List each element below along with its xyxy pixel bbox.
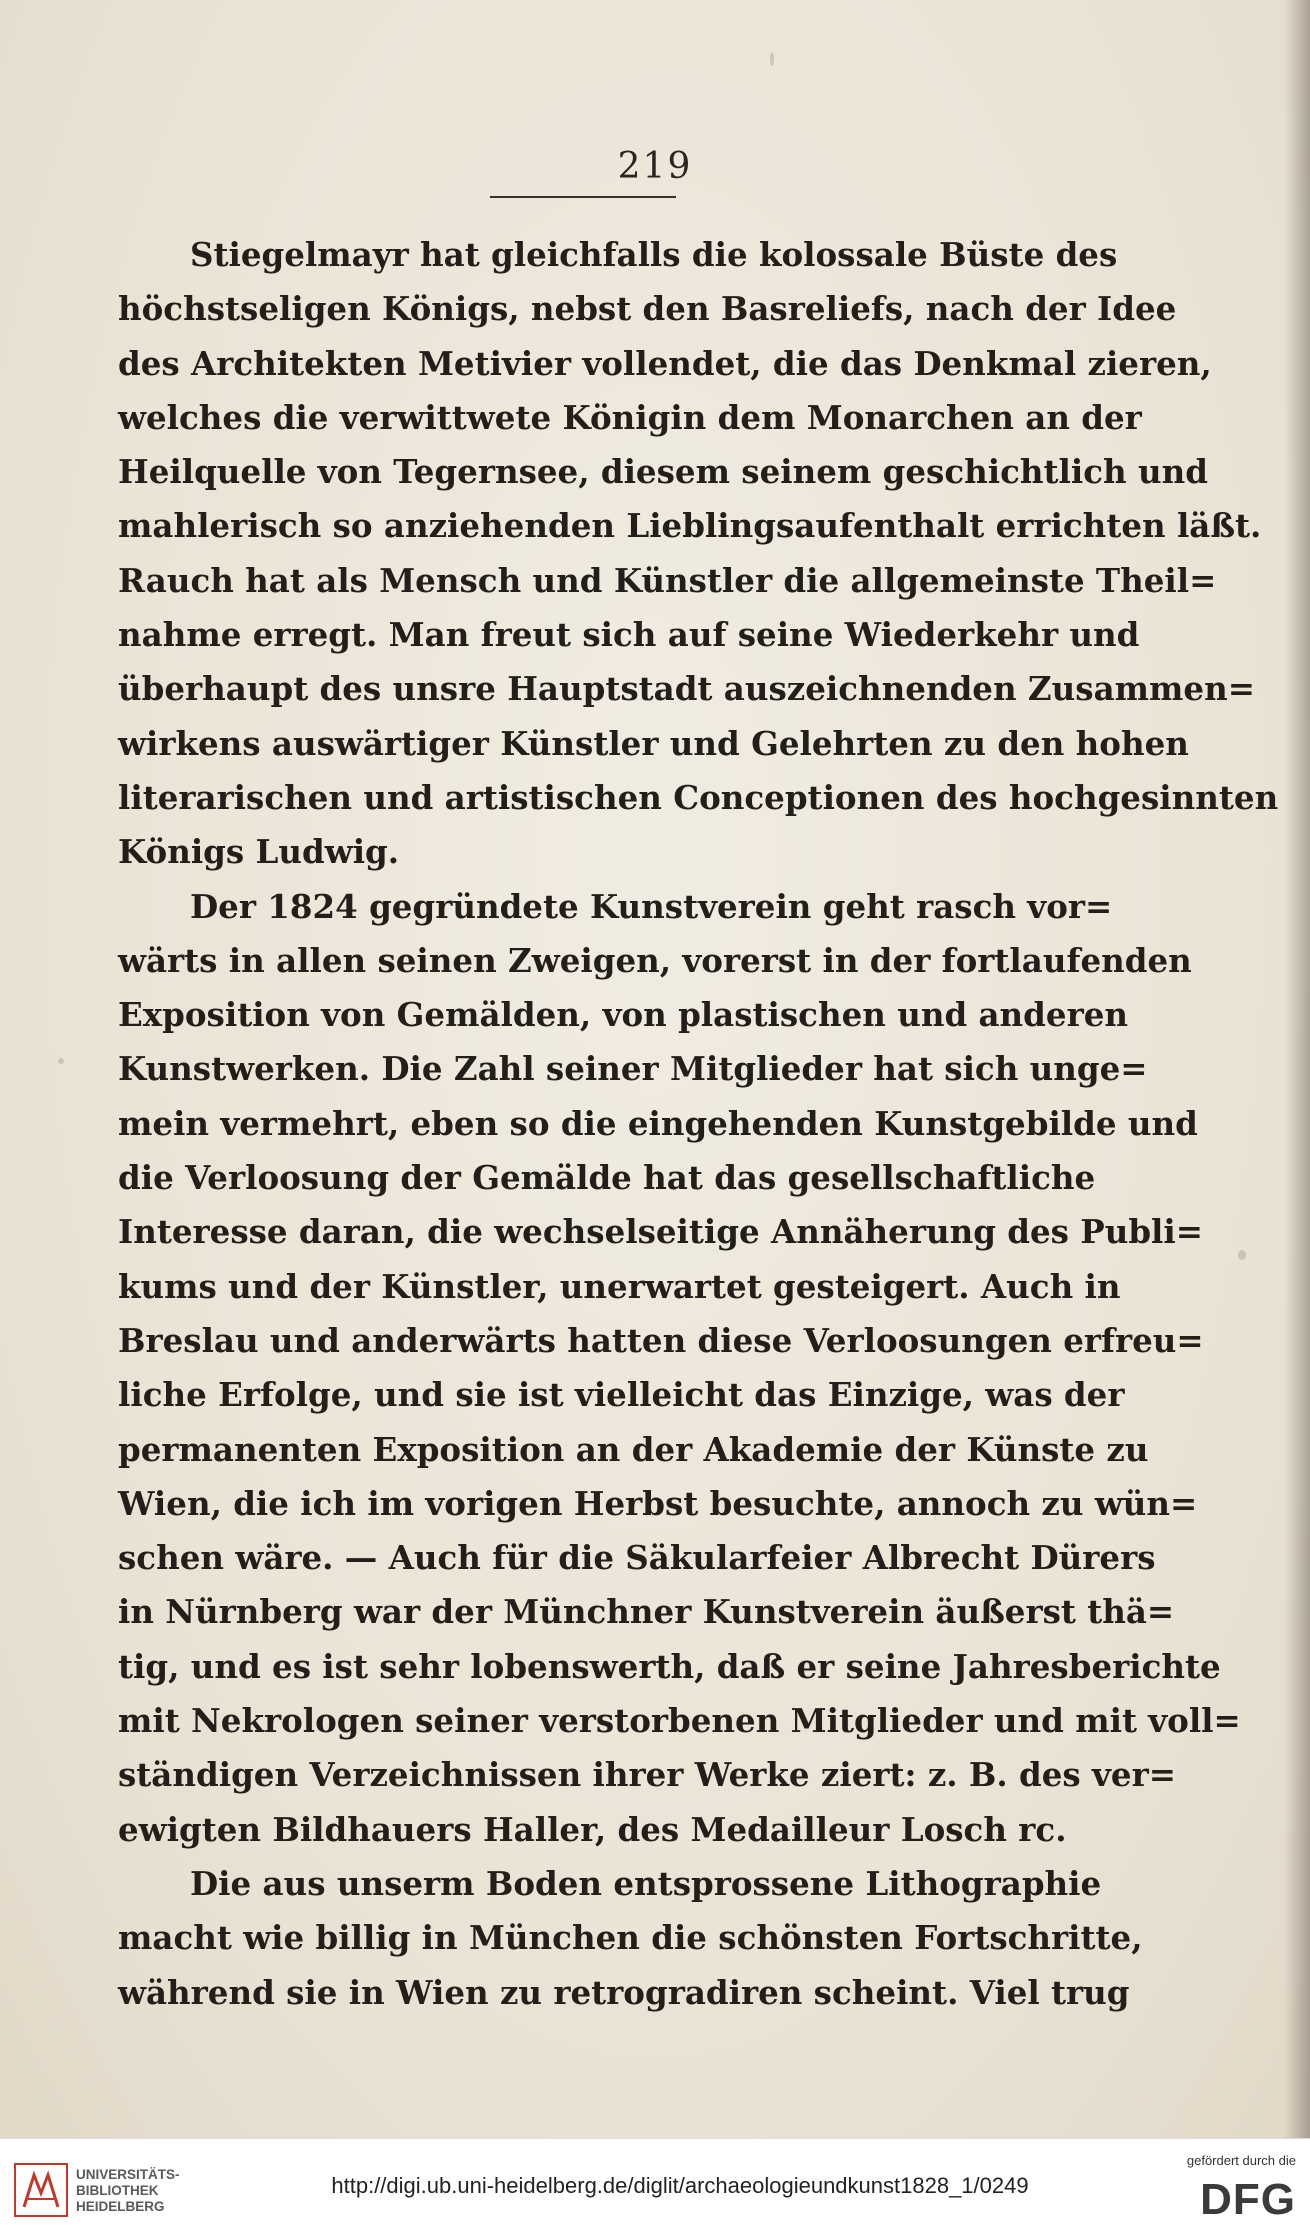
library-seal-icon xyxy=(14,2163,68,2217)
paper-spot xyxy=(1238,1250,1246,1260)
text-line: höchstseligen Königs, nebst den Basreliefs, nach der Idee xyxy=(118,289,1177,329)
dfg-logo[interactable]: DFG xyxy=(1200,2175,1296,2224)
text-line: Exposition von Gemälden, von plastischen und anderen xyxy=(118,995,1129,1035)
funding-note: gefördert durch die xyxy=(1186,2153,1296,2168)
text-line: wärts in allen seinen Zweigen, vorerst in der fortlaufenden xyxy=(118,940,1192,980)
text-line: literarischen und artistischen Conceptionen des hochgesinnten xyxy=(118,777,1279,817)
text-line: welches die verwittwete Königin dem Monarchen an der xyxy=(118,397,1142,437)
text-line: Der 1824 gegründete Kunstverein geht rasch vor= xyxy=(190,886,1113,926)
text-line: mit Nekrologen seiner verstorbenen Mitglieder und mit voll= xyxy=(118,1701,1241,1741)
text-line: die Verloosung der Gemälde hat das gesellschaftliche xyxy=(118,1158,1096,1198)
header-rule xyxy=(490,196,676,198)
text-line: mahlerisch so anziehenden Lieblingsaufenthalt errichten läßt. xyxy=(118,506,1262,546)
text-line: Heilquelle von Tegernsee, diesem seinem geschichtlich und xyxy=(118,452,1208,492)
text-line: mein vermehrt, eben so die eingehenden Kunstgebilde und xyxy=(118,1103,1198,1143)
text-line: permanenten Exposition an der Akademie der Künste zu xyxy=(118,1429,1149,1469)
text-line: Kunstwerken. Die Zahl seiner Mitglieder hat sich unge= xyxy=(118,1049,1148,1089)
text-line: wirkens auswärtiger Künstler und Gelehrten zu den hohen xyxy=(118,723,1189,763)
permalink-url[interactable]: http://digi.ub.uni-heidelberg.de/diglit/archaeologieundkunst1828_1/0249 xyxy=(331,2173,1029,2198)
text-line: Rauch hat als Mensch und Künstler die allgemeinste Theil= xyxy=(118,560,1217,600)
text-line: Interesse daran, die wechselseitige Annäherung des Publi= xyxy=(118,1212,1203,1252)
text-line: kums und der Künstler, unerwartet gesteigert. Auch in xyxy=(118,1266,1121,1306)
text-line: des Architekten Metivier vollendet, die das Denkmal zieren, xyxy=(118,343,1212,383)
text-line: Königs Ludwig. xyxy=(118,832,400,872)
university-library-logo[interactable] xyxy=(14,2159,184,2221)
paper-spot xyxy=(58,1058,64,1064)
text-line: während sie in Wien zu retrogradiren scheint. Viel trug xyxy=(118,1972,1130,2012)
text-line: ständigen Verzeichnissen ihrer Werke ziert: z. B. des ver= xyxy=(118,1755,1176,1795)
text-line: liche Erfolge, und sie ist vielleicht das Einzige, was der xyxy=(118,1375,1125,1415)
text-line: macht wie billig in München die schönsten Fortschritte, xyxy=(118,1918,1143,1958)
text-line: nahme erregt. Man freut sich auf seine Wiederkehr und xyxy=(118,615,1140,655)
text-line: ewigten Bildhauers Haller, des Medailleur Losch rc. xyxy=(118,1809,1067,1849)
page-number: 219 xyxy=(617,146,693,187)
text-line: in Nürnberg war der Münchner Kunstverein äußerst thä= xyxy=(118,1592,1175,1632)
library-name: UNIVERSITÄTS- BIBLIOTHEK HEIDELBERG xyxy=(76,2167,180,2214)
body-text xyxy=(118,228,1279,2020)
text-line: schen wäre. — Auch für die Säkularfeier Albrecht Dürers xyxy=(118,1538,1156,1578)
paper-spot xyxy=(770,52,774,66)
text-line: Stiegelmayr hat gleichfalls die kolossale Büste des xyxy=(190,235,1118,274)
text-line: Breslau und anderwärts hatten diese Verloosungen erfreu= xyxy=(118,1320,1204,1360)
text-line: Wien, die ich im vorigen Herbst besuchte, annoch zu wün= xyxy=(118,1483,1198,1523)
page-edge-shadow xyxy=(1284,0,1310,2138)
text-line: tig, und es ist sehr lobenswerth, daß er seine Jahresberichte xyxy=(118,1646,1221,1686)
text-line: überhaupt des unsre Hauptstadt auszeichnenden Zusammen= xyxy=(118,669,1255,709)
text-line: Die aus unserm Boden entsprossene Lithographie xyxy=(190,1863,1102,1903)
viewer-footer xyxy=(0,2138,1310,2237)
